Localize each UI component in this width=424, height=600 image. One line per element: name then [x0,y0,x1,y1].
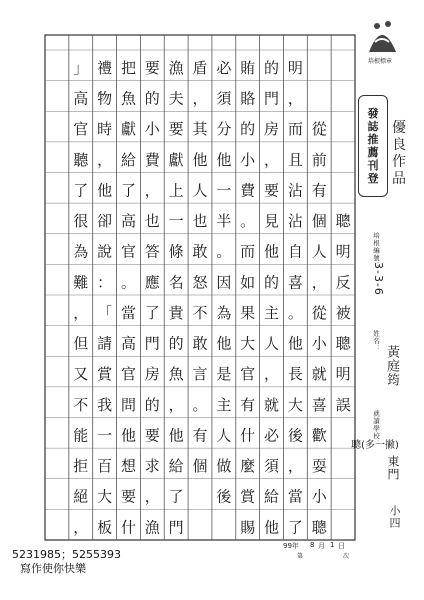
handwritten-char: 貴 [168,303,184,322]
handwritten-char: 就 [311,365,327,384]
handwritten-char: 沾 [287,212,303,231]
handwritten-char: 能 [73,426,89,445]
handwritten-char: 條 [168,242,184,261]
handwritten-char: 人 [311,242,327,261]
handwritten-char: 把 [120,58,136,77]
seal-char: 推 [367,133,379,146]
handwritten-char: 他 [264,518,280,537]
handwritten-char: 請 [97,334,113,353]
handwritten-char: 聰 [335,334,351,353]
handwritten-char: 因 [216,273,232,292]
handwritten-char: 後 [216,487,232,506]
handwritten-char: 聽 [73,150,89,169]
handwritten-char: 大 [287,395,303,414]
handwritten-char: 須 [264,457,280,476]
handwritten-char: 須 [216,89,232,108]
handwritten-char: 小 [240,150,256,169]
handwritten-char: 官 [120,365,136,384]
handwritten-char: 有 [240,395,256,414]
handwritten-char: 必 [264,426,280,445]
handwritten-char: 也 [144,212,160,231]
date-year: 99年 [283,542,299,550]
handwritten-char: 耍 [311,457,327,476]
handwritten-char: 費 [240,181,256,200]
handwritten-char: ， [73,518,89,537]
page-label: 第 [297,553,304,560]
handwritten-char: 我 [97,395,113,414]
handwritten-char: 獻 [120,120,136,139]
handwritten-char: 大 [97,487,113,506]
contact-phone: 5231985；5255393 [12,548,121,561]
handwritten-char: 長 [287,365,303,384]
handwritten-char: 要 [144,58,160,77]
handwritten-char: 他 [264,242,280,261]
handwritten-char: 問 [120,395,136,414]
handwritten-char: 如 [240,273,256,292]
handwritten-char: 了 [144,303,160,322]
handwritten-char: 人 [216,426,232,445]
handwritten-char: 賜 [240,518,256,537]
handwritten-char: 高 [120,212,136,231]
handwritten-char: 麼 [240,457,256,476]
handwritten-char: 其 [192,120,208,139]
slogan: 寫作使你快樂 [20,562,86,575]
handwritten-char: 前 [311,150,327,169]
handwritten-char: ， [264,365,280,384]
handwritten-char: 想 [120,457,136,476]
handwritten-char: 誤 [335,395,351,414]
handwritten-char: 聰 [311,518,327,537]
handwritten-char: 明 [335,242,351,261]
handwritten-char: 喜 [287,273,303,292]
handwritten-char: 做 [216,457,232,476]
handwritten-char: 賄 [240,58,256,77]
date-day: 1 [330,541,335,549]
handwritten-char: 官 [120,242,136,261]
name-label: 姓名： [372,330,380,353]
handwritten-char: 有 [311,181,327,200]
handwritten-char: 「 [97,303,113,322]
handwritten-char: ： [97,273,113,292]
handwritten-char: 賂 [240,89,256,108]
handwritten-char: 。 [240,212,256,231]
handwritten-char: 百 [97,457,113,476]
handwritten-char: 要 [144,426,160,445]
handwritten-char: 。 [216,242,232,261]
handwritten-char: 門 [168,518,184,537]
handwritten-char: 了 [120,181,136,200]
handwritten-char: 他 [168,426,184,445]
handwritten-char: 漁 [168,58,184,77]
peigen-logo [355,12,410,56]
number-label: 培根編號： [372,232,380,270]
handwritten-char: 禮 [97,58,113,77]
seal-char: 登 [367,172,379,185]
handwritten-char: ， [287,457,303,476]
handwritten-char: 一 [168,212,184,231]
handwritten-char: 聰 [335,212,351,231]
handwritten-char: 拒 [73,457,89,476]
handwritten-char: 敢 [192,334,208,353]
seal-char: 發 [367,107,379,120]
handwritten-char: 要 [120,487,136,506]
handwritten-char: 一 [216,181,232,200]
handwritten-char: 他 [192,150,208,169]
handwritten-char: ， [311,273,327,292]
handwritten-char: 他 [120,426,136,445]
handwritten-char: 一 [97,426,113,445]
handwritten-char: 漁 [144,518,160,537]
handwritten-char: 。 [192,395,208,414]
handwritten-char: 房 [264,120,280,139]
handwritten-char: 從 [311,303,327,322]
handwritten-char: 很 [73,212,89,231]
handwritten-char: 卻 [97,212,113,231]
handwritten-char: 門 [264,89,280,108]
handwritten-char: 個 [192,457,208,476]
handwritten-char: 明 [335,365,351,384]
handwritten-char: 又 [73,365,89,384]
handwritten-char: 也 [192,212,208,231]
handwritten-char: 的 [168,334,184,353]
handwritten-char: 名 [168,273,184,292]
seal-char: 薦 [367,146,379,159]
handwritten-char: 主 [264,303,280,322]
handwritten-char: 他 [216,334,232,353]
handwritten-char: 喜 [311,395,327,414]
handwritten-char: 沾 [287,181,303,200]
handwritten-char: 高 [73,89,89,108]
logo-caption: 培根標章 [367,58,392,65]
handwritten-char: 房 [144,365,160,384]
handwritten-char: 難 [73,273,89,292]
times-label: 次 [343,553,350,560]
handwritten-char: 官 [73,120,89,139]
handwritten-char: 是 [216,365,232,384]
handwritten-char: 什 [240,426,256,445]
handwritten-char: 他 [287,334,303,353]
handwritten-char: 被 [335,303,351,322]
number-value: 3-3-6 [372,262,385,296]
handwritten-char: 但 [73,334,89,353]
handwritten-char: 魚 [168,365,184,384]
handwritten-char: 夫 [168,89,184,108]
handwritten-char: 答 [144,242,160,261]
handwritten-char: ， [73,303,89,322]
handwritten-char: 的 [240,120,256,139]
handwritten-char: 小 [144,120,160,139]
handwritten-char: 給 [264,487,280,506]
handwritten-char: 不 [73,395,89,414]
handwritten-char: 大 [240,334,256,353]
handwritten-char: 」 [73,58,89,77]
handwritten-char: 絕 [73,487,89,506]
handwritten-char: 門 [144,334,160,353]
date-month-label: 月 [318,542,325,550]
school-value: 東門 [386,455,400,481]
handwritten-char: 自 [287,242,303,261]
handwritten-char: 不 [192,303,208,322]
handwritten-char: 上 [168,181,184,200]
handwritten-char: 的 [144,395,160,414]
handwritten-char: 當 [287,487,303,506]
handwritten-char: 官 [240,365,256,384]
handwritten-char: 言 [192,365,208,384]
handwritten-char: 說 [97,242,113,261]
handwritten-char: 的 [264,58,280,77]
handwritten-char: 小 [311,334,327,353]
date-month: 8 [310,541,315,549]
handwritten-char: 獻 [168,150,184,169]
handwritten-char: 主 [216,395,232,414]
handwritten-char: 人 [192,181,208,200]
handwritten-char: 就 [264,395,280,414]
recommendation-stamp [358,95,388,197]
handwritten-char: 費 [144,150,160,169]
handwritten-char: 物 [97,89,113,108]
handwritten-char: 。 [120,273,136,292]
handwritten-char: 明 [287,58,303,77]
handwritten-char: 賞 [97,365,113,384]
handwritten-char: 了 [73,181,89,200]
handwritten-char: 他 [97,181,113,200]
handwritten-char: 時 [97,120,113,139]
handwritten-char: 賞 [240,487,256,506]
handwritten-char: 有 [192,426,208,445]
handwritten-char: 後 [287,426,303,445]
title-note: 聰(多一撇) [351,440,399,452]
handwritten-char: 他 [216,150,232,169]
handwritten-char: 小 [311,487,327,506]
handwritten-char: 反 [335,273,351,292]
handwritten-char: 的 [264,273,280,292]
handwritten-char: 盾 [192,58,208,77]
handwritten-char: ， [192,89,208,108]
handwritten-char: 怒 [192,273,208,292]
grade-value: 小四 [388,505,401,529]
handwritten-char: ， [287,89,303,108]
handwritten-char: 要 [264,181,280,200]
seal-char: 刊 [367,159,379,172]
handwritten-char: 見 [264,212,280,231]
seal-char: 誌 [367,120,379,133]
handwritten-char: 高 [120,334,136,353]
handwritten-char: 了 [168,487,184,506]
handwritten-char: 半 [216,212,232,231]
handwritten-char: ， [264,150,280,169]
handwritten-char: 的 [144,89,160,108]
name-value: 黃庭筠 [384,345,399,387]
handwritten-char: 求 [144,457,160,476]
handwritten-char: 為 [73,242,89,261]
handwritten-char: 魚 [120,89,136,108]
handwritten-char: 從 [311,120,327,139]
handwritten-char: 給 [168,457,184,476]
award-label: 優良作品 [392,120,406,187]
handwritten-char: ， [97,150,113,169]
date-day-label: 日 [338,542,345,550]
handwritten-char: ， [144,487,160,506]
handwritten-char: 且 [287,150,303,169]
handwritten-char: ， [144,181,160,200]
handwritten-char: 什 [120,518,136,537]
handwritten-char: ， [168,395,184,414]
handwritten-char: 分 [216,120,232,139]
handwritten-char: 給 [120,150,136,169]
handwritten-char: 必 [216,58,232,77]
handwritten-char: 而 [240,242,256,261]
handwritten-char: 人 [264,334,280,353]
handwritten-char: 板 [97,518,113,537]
handwritten-char: 要 [168,120,184,139]
handwritten-char: 應 [144,273,160,292]
handwritten-char: 而 [287,120,303,139]
school-label: 就讀學校： [372,410,380,448]
handwritten-char: 了 [287,518,303,537]
handwritten-char: 為 [216,303,232,322]
handwritten-char: 。 [287,303,303,322]
handwritten-char: 歡 [311,426,327,445]
handwritten-char: 個 [311,212,327,231]
handwritten-char: 當 [120,303,136,322]
handwritten-char: 敢 [192,242,208,261]
handwritten-char: 果 [240,303,256,322]
